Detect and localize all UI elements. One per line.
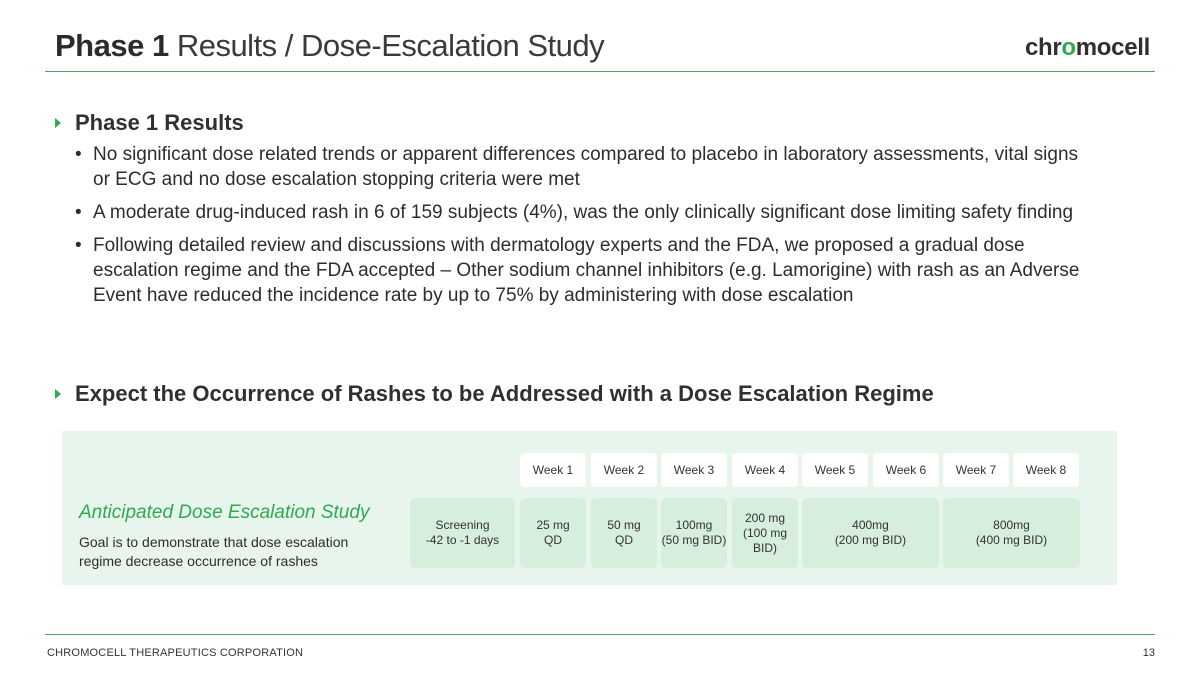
study-title: Anticipated Dose Escalation Study (79, 502, 370, 523)
logo-text-end: mocell (1075, 34, 1150, 61)
bullet-dot-icon: • (75, 235, 82, 256)
dose-cell: 25 mg QD (520, 498, 586, 568)
week-header: Week 7 (943, 453, 1009, 487)
list-item (55, 233, 1100, 308)
page-title-bold: Phase 1 (55, 28, 169, 63)
week-header: Week 4 (732, 453, 798, 487)
bullet-text: No significant dose related trends or apparent differences compared to placebo in laboratory assessments, vital signs or ECG and no dose escalation stopping criteria were met (93, 144, 1079, 190)
section-escalation (55, 381, 934, 407)
section-heading-text: Phase 1 Results (75, 110, 244, 135)
week-header: Week 6 (873, 453, 939, 487)
triangle-bullet-icon (55, 118, 61, 128)
page-title (55, 28, 604, 64)
dose-cell: 200 mg (100 mg BID) (732, 498, 798, 568)
week-header: Week 2 (591, 453, 657, 487)
dose-cell: 400mg (200 mg BID) (802, 498, 939, 568)
company-logo (1025, 34, 1150, 62)
bullet-text: A moderate drug-induced rash in 6 of 159 subjects (4%), was the only clinically significant dose limiting safety finding (93, 202, 1074, 223)
page-number: 13 (1142, 647, 1155, 659)
footer-company: CHROMOCELL THERAPEUTICS CORPORATION (47, 647, 304, 659)
week-header: Week 1 (520, 453, 586, 487)
logo-text-start: chr (1024, 34, 1062, 61)
week-header: Week 3 (661, 453, 727, 487)
header-divider (45, 71, 1155, 72)
week-header: Week 5 (802, 453, 868, 487)
section-heading-text: Expect the Occurrence of Rashes to be Addressed with a Dose Escalation Regime (75, 381, 934, 406)
triangle-bullet-icon (55, 389, 61, 399)
bullet-dot-icon: • (75, 144, 82, 165)
section-heading (55, 381, 934, 407)
bullet-text: Following detailed review and discussions with dermatology experts and the FDA, we proposed a gradual dose escalation regime and the FDA accepted – Other sodium channel inhibitors (e.g. Lamorigine) with rash as an Adverse Event have reduced the incidence rate by up to 75% by administering with dose escalation (93, 235, 1080, 306)
list-item (55, 200, 1100, 225)
page-title-rest: Results / Dose-Escalation Study (168, 28, 605, 63)
title-bar (45, 28, 1155, 70)
logo-text-accent: o (1061, 34, 1076, 61)
list-item (55, 142, 1100, 192)
dose-cell: 100mg (50 mg BID) (661, 498, 727, 568)
section-heading (55, 110, 1100, 136)
dose-cell: 800mg (400 mg BID) (943, 498, 1080, 568)
bullet-dot-icon: • (75, 202, 82, 223)
week-header: Week 8 (1013, 453, 1079, 487)
bullet-list (55, 142, 1100, 308)
study-description: Goal is to demonstrate that dose escalation regime decrease occurrence of rashes (79, 534, 349, 569)
dose-cell: 50 mg QD (591, 498, 657, 568)
section-phase1-results (55, 110, 1100, 316)
footer-divider (45, 634, 1155, 635)
dose-escalation-panel (62, 431, 1117, 585)
screening-cell: Screening -42 to -1 days (410, 498, 515, 568)
